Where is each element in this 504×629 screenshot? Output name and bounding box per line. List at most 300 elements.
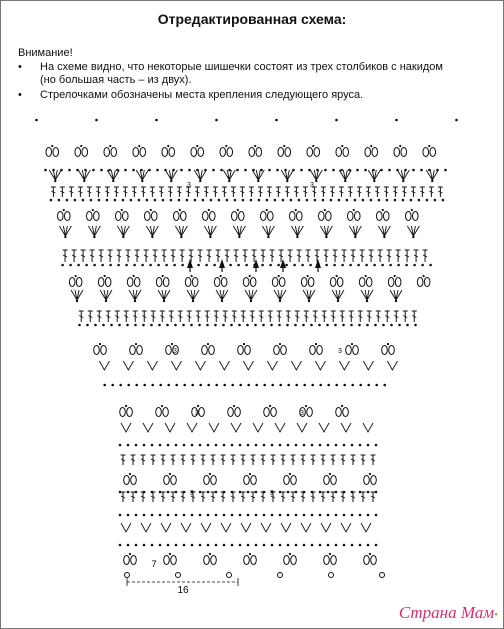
fan-base [141,180,143,182]
chain-stitch [255,444,258,447]
v-stitch [141,523,151,532]
puff-top [167,145,169,147]
puff-stitch [204,556,210,565]
puff-stitch [267,212,273,221]
chain-stitch [293,264,296,267]
v-stitch [361,523,371,532]
fan-base [180,236,182,238]
chain-stitch [238,324,241,327]
puff-top [225,145,227,147]
chain-stitch [175,544,178,547]
chain-stitch [93,264,96,267]
puff-stitch [314,148,320,157]
chain-stitch [134,324,137,327]
chain-stitch [74,199,77,202]
puff-stitch [250,278,256,287]
fan-base [93,236,95,238]
puff-top [169,473,171,475]
puff-top [428,145,430,147]
chain-stitch [135,514,138,517]
chain-stitch [58,199,61,202]
chain-stitch [277,264,280,267]
puff-stitch [163,408,169,417]
chain-stitch [306,199,309,202]
puff-stitch [301,278,307,287]
fan-base [325,236,327,238]
puff-top [51,145,53,147]
chain-stitch [343,384,346,387]
v-stitch [315,361,325,370]
puff-stitch [394,148,400,157]
chain-stitch [279,514,282,517]
chain-stitch [346,199,349,202]
puff-stitch [202,212,208,221]
puff-top [243,343,245,345]
chain-stitch [207,384,210,387]
chain-stitch [199,444,202,447]
puff-top [289,553,291,555]
chain-stitch [223,544,226,547]
chain-stitch [214,324,217,327]
chain-stitch [226,199,229,202]
fan-base [76,300,78,302]
puff-stitch [317,346,323,355]
chain-stitch [250,199,253,202]
chain-stitch [180,169,183,172]
puff-stitch [330,278,336,287]
puff-top [129,473,131,475]
chain-stitch [158,324,161,327]
cluster-three-mark: 3 [310,182,314,189]
chain-stitch [359,444,362,447]
chain-stitch [143,544,146,547]
chain-stitch [418,199,421,202]
puff-stitch [251,476,257,485]
chain-stitch [85,264,88,267]
puff-stitch [401,148,407,157]
chain-stitch [298,199,301,202]
chain-stitch [349,264,352,267]
chain-stitch [335,119,338,122]
puff-stitch [343,408,349,417]
chain-stitch [69,264,72,267]
chain-stitch [335,514,338,517]
puff-stitch [192,278,198,287]
attachment-arrow-icon [187,259,193,268]
v-stitch [281,523,291,532]
chart-rows [35,119,458,586]
v-stitch [267,361,277,370]
watermark-dot: • [494,609,498,621]
chain-stitch [181,264,184,267]
chain-stitch [359,544,362,547]
chain-stitch [359,384,362,387]
puff-top [351,343,353,345]
puff-top [237,209,239,211]
chain-stitch [110,324,113,327]
puff-stitch [94,346,100,355]
puff-stitch [231,212,237,221]
chain-stitch [375,444,378,447]
chain-stitch [106,199,109,202]
puff-top [209,473,211,475]
chain-stitch [103,384,106,387]
chain-stitch [380,169,383,172]
cluster-three-mark: 3 [270,490,274,497]
chain-stitch [421,264,424,267]
puff-stitch [284,476,290,485]
fan-base [315,180,317,182]
v-stitch [301,523,311,532]
puff-top [279,343,281,345]
chain-stitch [351,514,354,517]
puff-stitch [353,346,359,355]
puff-top [63,209,65,211]
puff-stitch [337,278,343,287]
puff-stitch [86,212,92,221]
chain-stitch [199,514,202,517]
fan-base [105,300,107,302]
chain-stitch [271,444,274,447]
puff-stitch [163,278,169,287]
puff-top [104,275,106,277]
v-stitch [341,523,351,532]
chain-stitch [326,324,329,327]
chain-stitch [388,169,391,172]
chain-stitch [357,264,360,267]
puff-stitch [169,148,175,157]
chain-stitch [246,324,249,327]
chain-stitch [340,169,343,172]
foundation-ring [176,573,181,578]
puff-top [283,145,285,147]
puff-stitch [166,346,172,355]
puff-stitch [296,212,302,221]
chain-stitch [405,264,408,267]
chain-stitch [143,384,146,387]
chain-stitch [375,384,378,387]
chain-stitch [334,324,337,327]
puff-top [138,145,140,147]
v-stitch [319,423,329,432]
puff-stitch [383,212,389,221]
chain-stitch [231,514,234,517]
chain-stitch [247,444,250,447]
puff-top [329,553,331,555]
chain-stitch [231,444,234,447]
chain-stitch [367,491,370,494]
fan-base [250,300,252,302]
puff-stitch [417,278,423,287]
chain-stitch [94,324,97,327]
chain-stitch [151,384,154,387]
puff-top [307,275,309,277]
site-watermark [399,603,498,623]
chain-stitch [319,514,322,517]
chain-stitch [271,384,274,387]
chain-stitch [303,384,306,387]
puff-stitch [310,346,316,355]
puff-stitch [69,278,75,287]
chain-stitch [77,264,80,267]
puff-stitch [171,476,177,485]
fan-base [402,180,404,182]
puff-stitch [151,212,157,221]
v-stitch [171,361,181,370]
chain-stitch [325,264,328,267]
puff-stitch [235,408,241,417]
puff-top [233,405,235,407]
v-stitch [195,361,205,370]
chain-stitch [167,491,170,494]
puff-stitch [238,212,244,221]
puff-top [341,145,343,147]
puff-top [75,275,77,277]
chain-stitch [247,544,250,547]
chain-stitch [111,384,114,387]
puff-stitch [364,556,370,565]
note-subtext: (но большая часть – из двух). [40,74,192,86]
chain-stitch [303,544,306,547]
puff-stitch [185,278,191,287]
fan-base [431,180,433,182]
chain-stitch [335,544,338,547]
v-stitch [387,361,397,370]
chain-stitch [119,514,122,517]
chain-stitch [413,264,416,267]
v-stitch [209,423,219,432]
chain-stitch [394,199,397,202]
chain-stitch [395,119,398,122]
fan-base [412,236,414,238]
watermark-text: Страна Мам [398,603,495,622]
chain-stitch [165,264,168,267]
foundation-ring [329,573,334,578]
fan-base [228,180,230,182]
puff-stitch [93,212,99,221]
puff-stitch [331,556,337,565]
puff-top [249,553,251,555]
puff-stitch [173,212,179,221]
fan-base [337,300,339,302]
puff-stitch [130,346,136,355]
chain-stitch [322,199,325,202]
page-title: Отредактированная схема: [157,11,347,27]
chain-stitch [215,544,218,547]
chain-stitch [239,514,242,517]
v-stitch [99,361,109,370]
v-stitch [243,361,253,370]
v-stitch [143,423,153,432]
puff-stitch [336,408,342,417]
chain-stitch [90,199,93,202]
chain-stitch [95,119,98,122]
puff-top [191,275,193,277]
chain-stitch [127,384,130,387]
puff-stitch [227,148,233,157]
chain-stitch [333,264,336,267]
puff-stitch [156,278,162,287]
puff-stitch [98,278,104,287]
puff-stitch [284,556,290,565]
chain-stitch [183,384,186,387]
v-stitch [363,423,373,432]
chain-stitch [327,491,330,494]
chain-stitch [278,324,281,327]
fan-base [221,300,223,302]
puff-stitch [137,346,143,355]
chain-stitch [239,444,242,447]
chain-stitch [162,199,165,202]
puff-top [150,209,152,211]
puff-top [411,209,413,211]
puff-stitch [371,476,377,485]
chain-stitch [159,514,162,517]
chain-stitch [247,514,250,517]
chain-stitch [127,491,130,494]
chain-stitch [205,264,208,267]
chain-stitch [167,544,170,547]
chain-stitch [390,324,393,327]
chain-stitch [234,199,237,202]
chain-stitch [197,264,200,267]
chain-stitch [151,444,154,447]
puff-top [329,473,331,475]
puff-stitch [57,212,63,221]
fan-base [383,236,385,238]
puff-stitch [198,148,204,157]
chain-stitch [183,544,186,547]
fan-base [257,180,259,182]
puff-stitch [124,476,130,485]
puff-stitch [64,212,70,221]
chain-stitch [178,199,181,202]
cluster-three-mark: 3 [300,410,304,417]
v-stitch [341,423,351,432]
chain-stitch [117,264,120,267]
puff-top [80,145,82,147]
chain-stitch [167,384,170,387]
puff-stitch [289,212,295,221]
chain-stitch [381,264,384,267]
repeat-width-label: 16 [177,585,189,596]
puff-stitch [76,278,82,287]
chain-stitch [255,514,258,517]
chain-stitch [262,324,265,327]
puff-stitch [347,212,353,221]
chain-stitch [310,324,313,327]
chain-stitch [287,491,290,494]
puff-stitch [324,556,330,565]
chain-stitch [159,444,162,447]
puff-stitch [249,148,255,157]
v-stitch [261,523,271,532]
chain-stitch [215,444,218,447]
chain-stitch [254,324,257,327]
chain-stitch [191,384,194,387]
chain-stitch [159,384,162,387]
puff-stitch [209,212,215,221]
chain-stitch [61,264,64,267]
chain-stitch [191,544,194,547]
chain-stitch [127,444,130,447]
chain-stitch [92,169,95,172]
chain-stitch [173,264,176,267]
v-stitch [123,361,133,370]
puff-stitch [191,148,197,157]
chain-stitch [213,264,216,267]
puff-stitch [124,556,130,565]
chain-stitch [327,384,330,387]
chain-stitch [143,444,146,447]
chain-stitch [270,324,273,327]
puff-stitch [331,476,337,485]
chain-stitch [271,514,274,517]
puff-top [109,145,111,147]
v-stitch [321,523,331,532]
chain-stitch [402,199,405,202]
chain-stitch [183,514,186,517]
chain-stitch [130,199,133,202]
foundation-ring [125,573,130,578]
puff-stitch [133,148,139,157]
chain-stitch [220,169,223,172]
chain-stitch [215,514,218,517]
puff-stitch [245,346,251,355]
puff-stitch [209,346,215,355]
chain-stitch [167,444,170,447]
chain-stitch [286,324,289,327]
chain-stitch [174,324,177,327]
chain-stitch [231,384,234,387]
puff-stitch [202,346,208,355]
puff-top [179,209,181,211]
puff-top [92,209,94,211]
puff-stitch [131,556,137,565]
puff-stitch [264,408,270,417]
chart-labels [151,182,342,596]
chain-stitch [188,169,191,172]
chain-stitch [242,199,245,202]
chain-stitch [274,199,277,202]
chain-stitch [126,324,129,327]
puff-stitch [127,278,133,287]
puff-top [269,405,271,407]
chain-stitch [301,264,304,267]
puff-stitch [238,346,244,355]
chain-stitch [206,324,209,327]
fan-base [373,180,375,182]
chain-stitch [287,544,290,547]
fan-base [122,236,124,238]
chain-stitch [303,444,306,447]
puff-stitch [164,556,170,565]
puff-top [207,343,209,345]
puff-top [129,553,131,555]
fan-base [163,300,165,302]
chain-stitch [148,169,151,172]
puff-top [249,473,251,475]
chain-stitch [166,324,169,327]
puff-top [278,275,280,277]
puff-stitch [171,556,177,565]
puff-stitch [325,212,331,221]
puff-top [161,405,163,407]
fan-base [192,300,194,302]
puff-stitch [274,346,280,355]
chain-stitch [191,514,194,517]
chain-stitch [167,514,170,517]
